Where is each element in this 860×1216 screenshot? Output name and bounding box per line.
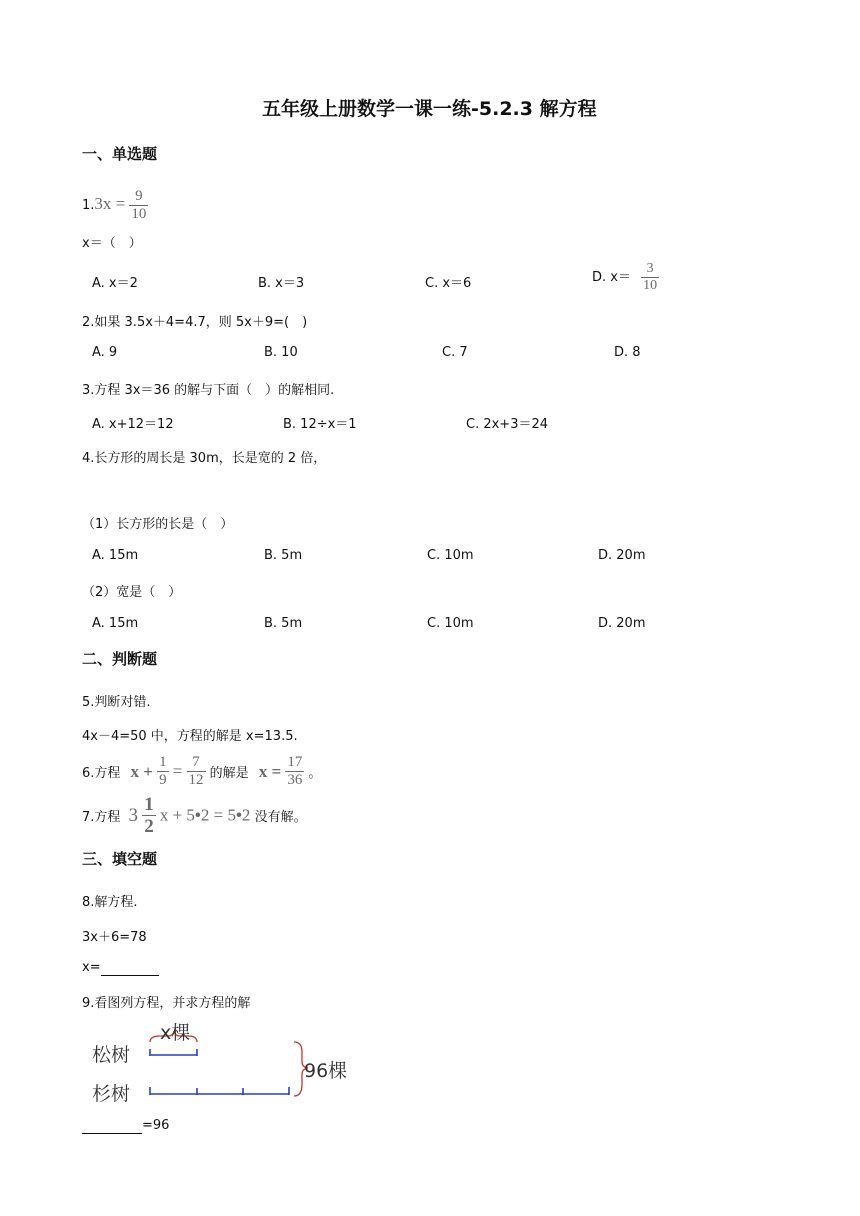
fraction-denominator: 2 xyxy=(144,816,154,837)
fraction-numerator: 9 xyxy=(135,188,143,204)
question-7-expr-c: 2 xyxy=(241,805,251,825)
fraction-numerator: 1 xyxy=(159,754,167,770)
question-6-fraction-2 xyxy=(187,755,206,788)
fraction-denominator: 9 xyxy=(159,772,167,788)
question-3-stem: 3.方程 3x＝36 的解与下面（ ）的解相同. xyxy=(82,383,335,398)
label-total: 96棵 xyxy=(304,1060,348,1082)
question-9-stem: 9.看图列方程，并求方程的解 xyxy=(82,996,251,1011)
question-7-expr-a: x + 5 xyxy=(159,805,195,825)
question-2-option-d[interactable]: D. 8 xyxy=(614,345,641,360)
question-3-option-b[interactable]: B. 12÷x＝1 xyxy=(283,417,357,432)
question-8-stem: 8.解方程. xyxy=(82,895,138,910)
fraction-numerator: 17 xyxy=(287,754,303,770)
question-1-number: 1. xyxy=(82,198,95,213)
question-6-equals: = xyxy=(172,761,183,781)
question-8-answer-blank[interactable] xyxy=(101,960,159,976)
fraction-denominator: 10 xyxy=(643,278,658,293)
question-1-option-a[interactable]: A. x＝2 xyxy=(92,276,138,291)
question-6-middle: 的解是 xyxy=(209,766,249,781)
question-6-x-plus: x + xyxy=(130,761,153,781)
question-2-option-c[interactable]: C. 7 xyxy=(442,345,468,360)
question-1-option-b[interactable]: B. x＝3 xyxy=(258,276,305,291)
fraction-numerator: 7 xyxy=(192,754,200,770)
question-6-x-equals: x = xyxy=(258,761,282,781)
question-4-part-1-option-b[interactable]: B. 5m xyxy=(264,548,303,563)
question-2-option-a[interactable]: A. 9 xyxy=(92,345,118,360)
option-d-label: D. x＝ xyxy=(592,270,631,285)
section-heading-fill-in: 三、填空题 xyxy=(82,850,158,868)
question-1-option-d[interactable] xyxy=(592,262,659,293)
question-5-stem: 5.判断对错. xyxy=(82,695,151,710)
question-4-part-2-option-c[interactable]: C. 10m xyxy=(427,616,474,631)
question-9-answer-blank[interactable] xyxy=(82,1118,142,1134)
question-4-part-2: （2）宽是（ ） xyxy=(82,585,182,600)
question-8-equation: 3x＋6=78 xyxy=(82,930,147,945)
decimal-dot: • xyxy=(194,805,201,825)
question-9-answer xyxy=(82,1118,169,1134)
label-x-trees: x棵 xyxy=(160,1022,191,1044)
question-8-answer xyxy=(82,960,159,976)
question-7-fraction xyxy=(142,795,156,836)
page-title: 五年级上册数学一课一练-5.2.3 解方程 xyxy=(262,98,597,120)
question-7-expr-b: 2 = 5 xyxy=(200,805,236,825)
section-heading-true-false: 二、判断题 xyxy=(82,650,158,668)
decimal-dot: • xyxy=(235,805,242,825)
fraction-numerator: 1 xyxy=(144,794,154,815)
question-1-equation-left: 3x = xyxy=(94,194,126,213)
question-3-option-c[interactable]: C. 2x+3＝24 xyxy=(466,417,549,432)
question-4-part-1-option-a[interactable]: A. 15m xyxy=(92,548,139,563)
question-4-stem: 4.长方形的周长是 30m，长是宽的 2 倍， xyxy=(82,451,327,466)
fraction-denominator: 12 xyxy=(188,772,204,788)
question-6-suffix: 。 xyxy=(308,766,322,781)
question-4-part-2-option-a[interactable]: A. 15m xyxy=(92,616,139,631)
question-2-stem: 2.如果 3.5x＋4=4.7，则 5x＋9=( ) xyxy=(82,315,308,330)
question-5-statement: 4x－4=50 中，方程的解是 x=13.5. xyxy=(82,729,298,744)
question-1-stem xyxy=(82,189,148,222)
fraction-numerator: 3 xyxy=(646,261,654,276)
question-4-part-1-option-d[interactable]: D. 20m xyxy=(598,548,646,563)
question-7-whole-number: 3 xyxy=(128,804,139,826)
question-6-fraction-1 xyxy=(157,755,169,788)
question-6-prefix: 6.方程 xyxy=(82,766,121,781)
question-1-prompt: x＝（ ） xyxy=(82,236,142,251)
fraction-denominator: 10 xyxy=(131,206,147,222)
section-heading-single-choice: 一、单选题 xyxy=(82,145,158,163)
question-4-part-2-option-b[interactable]: B. 5m xyxy=(264,616,303,631)
question-4-part-2-option-d[interactable]: D. 20m xyxy=(598,616,646,631)
fraction-denominator: 36 xyxy=(287,772,303,788)
question-2-option-b[interactable]: B. 10 xyxy=(264,345,298,360)
question-7-suffix: 没有解。 xyxy=(254,810,307,825)
question-1-fraction xyxy=(129,189,148,222)
question-7-stem xyxy=(82,795,307,836)
question-9-answer-suffix: =96 xyxy=(142,1118,170,1133)
question-4-part-1-option-c[interactable]: C. 10m xyxy=(427,548,474,563)
option-d-fraction xyxy=(641,262,659,293)
question-8-answer-label: x= xyxy=(82,960,101,975)
question-4-part-1: （1）长方形的长是（ ） xyxy=(82,517,234,532)
question-1-option-c[interactable]: C. x＝6 xyxy=(425,276,472,291)
label-fir: 杉树 xyxy=(92,1083,131,1105)
label-pine: 松树 xyxy=(92,1044,131,1066)
question-7-prefix: 7.方程 xyxy=(82,810,121,825)
question-6-fraction-3 xyxy=(285,755,304,788)
question-3-option-a[interactable]: A. x+12＝12 xyxy=(92,417,174,432)
question-6-stem xyxy=(82,755,322,788)
